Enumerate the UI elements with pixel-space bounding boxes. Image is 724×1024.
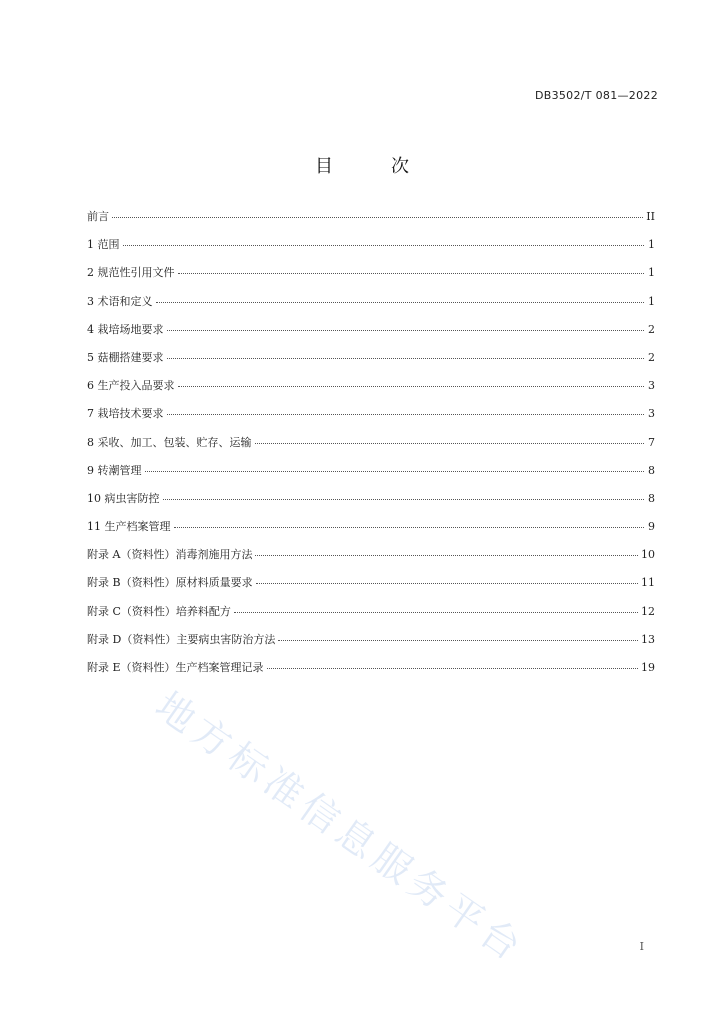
toc-dot-leader <box>178 375 645 387</box>
toc-entry[interactable] <box>87 434 655 462</box>
toc-entry-page-number: 13 <box>641 632 655 646</box>
toc-entry-page-number: 7 <box>648 435 655 449</box>
toc-entry-page-number: 9 <box>648 520 655 534</box>
toc-entry[interactable] <box>87 349 655 377</box>
toc-entry-page-number: 2 <box>648 350 655 364</box>
toc-entry[interactable] <box>87 462 655 490</box>
toc-entry-page-number: 12 <box>641 604 655 618</box>
toc-entry[interactable] <box>87 490 655 518</box>
toc-dot-leader <box>234 601 638 613</box>
toc-entry-page-number: 3 <box>648 379 655 393</box>
toc-entry[interactable] <box>87 518 655 546</box>
page-title: 目 次 <box>315 156 429 177</box>
toc-entry-label: 10 病虫害防控 <box>87 491 160 505</box>
toc-entry[interactable] <box>87 659 655 687</box>
toc-entry[interactable] <box>87 603 655 631</box>
toc-dot-leader <box>167 347 645 359</box>
toc-dot-leader <box>278 629 638 641</box>
page-number: I <box>639 940 644 953</box>
toc-entry-page-number: 8 <box>648 463 655 477</box>
toc-dot-leader <box>112 206 643 218</box>
toc-entry-page-number: 11 <box>641 576 655 590</box>
toc-entry-page-number: 2 <box>648 322 655 336</box>
toc-entry-label: 5 菇棚搭建要求 <box>87 350 164 364</box>
toc-entry-label: 1 范围 <box>87 238 120 252</box>
toc-entry[interactable] <box>87 405 655 433</box>
toc-entry-label: 4 栽培场地要求 <box>87 322 164 336</box>
toc-dot-leader <box>167 319 645 331</box>
toc-entry[interactable] <box>87 631 655 659</box>
toc-dot-leader <box>163 488 645 500</box>
toc-entry-page-number: 19 <box>641 661 655 674</box>
toc-entry-label: 附录 E（资料性）生产档案管理记录 <box>87 661 264 674</box>
toc-entry-label: 前言 <box>87 210 109 223</box>
toc-entry-page-number: 10 <box>641 548 655 562</box>
toc-dot-leader <box>256 572 638 584</box>
table-of-contents <box>87 208 655 687</box>
toc-dot-leader <box>174 516 645 528</box>
toc-dot-leader <box>123 234 645 246</box>
toc-entry[interactable] <box>87 236 655 264</box>
toc-entry-label: 11 生产档案管理 <box>87 520 171 534</box>
toc-entry-label: 3 术语和定义 <box>87 294 153 308</box>
toc-dot-leader <box>255 544 638 556</box>
toc-dot-leader <box>255 432 645 444</box>
toc-entry-page-number: 3 <box>648 407 655 421</box>
toc-entry-label: 附录 D（资料性）主要病虫害防治方法 <box>87 632 276 646</box>
toc-entry-page-number: II <box>646 210 655 223</box>
toc-dot-leader <box>167 403 645 415</box>
toc-entry-label: 6 生产投入品要求 <box>87 379 175 393</box>
toc-entry[interactable] <box>87 293 655 321</box>
toc-entry[interactable] <box>87 264 655 292</box>
toc-dot-leader <box>145 460 645 472</box>
toc-entry-label: 7 栽培技术要求 <box>87 407 164 421</box>
toc-dot-leader <box>156 291 645 303</box>
watermark: 地方标准信息服务平台 <box>147 683 534 972</box>
toc-entry[interactable] <box>87 321 655 349</box>
toc-entry-label: 附录 A（资料性）消毒剂施用方法 <box>87 548 253 562</box>
toc-entry[interactable] <box>87 377 655 405</box>
toc-entry-label: 9 转潮管理 <box>87 463 142 477</box>
standard-code: DB3502/T 081—2022 <box>534 89 658 102</box>
toc-entry-label: 2 规范性引用文件 <box>87 266 175 280</box>
toc-entry[interactable] <box>87 208 655 236</box>
toc-dot-leader <box>267 657 638 669</box>
toc-entry-label: 附录 C（资料性）培养料配方 <box>87 604 231 618</box>
toc-entry[interactable] <box>87 574 655 602</box>
toc-entry-page-number: 1 <box>648 294 655 308</box>
toc-entry[interactable] <box>87 546 655 574</box>
toc-entry-label: 附录 B（资料性）原材料质量要求 <box>87 576 253 590</box>
toc-entry-page-number: 8 <box>648 491 655 505</box>
toc-entry-label: 8 采收、加工、包装、贮存、运输 <box>87 435 252 449</box>
toc-entry-page-number: 1 <box>648 238 655 252</box>
toc-dot-leader <box>178 262 645 274</box>
toc-entry-page-number: 1 <box>648 266 655 280</box>
